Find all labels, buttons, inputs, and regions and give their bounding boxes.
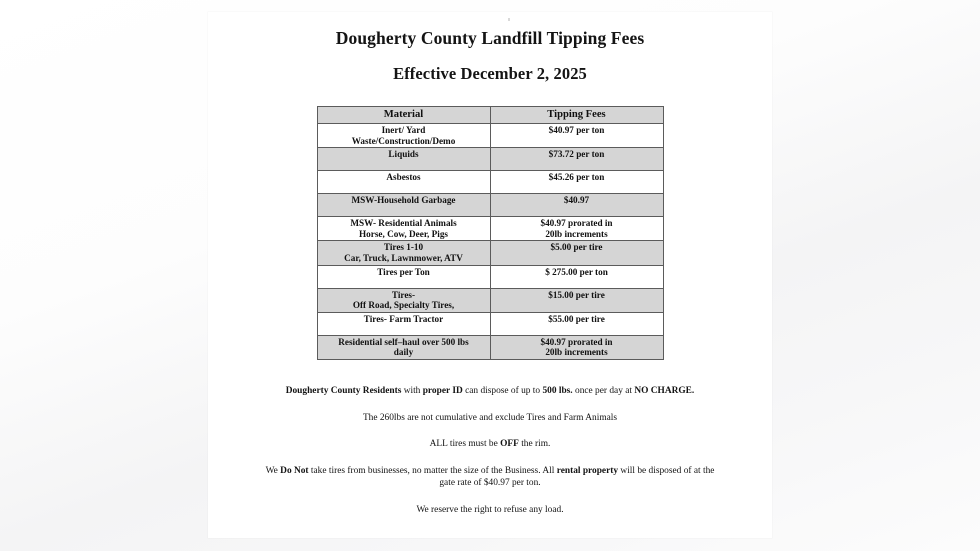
- cell-line: Off Road, Specialty Tires,: [352, 300, 455, 311]
- table-row: [317, 288, 663, 312]
- note-business-tires: [264, 465, 716, 490]
- cell-line: Tires-: [391, 289, 416, 300]
- note-4-part-a: We: [265, 465, 281, 476]
- note-refuse-load: We reserve the right to refuse any load.: [416, 504, 564, 515]
- cell-line: $40.97: [563, 195, 590, 206]
- notes-section: [264, 385, 716, 517]
- cell-tipping-fee: [490, 171, 663, 194]
- table-row: [317, 335, 663, 359]
- table-body: [317, 124, 663, 360]
- cell-material: [317, 148, 490, 171]
- cell-line: $73.72 per ton: [548, 149, 605, 160]
- tipping-fee-table: [317, 106, 664, 360]
- page-title: Dougherty County Landfill Tipping Fees: [335, 28, 645, 48]
- cell-material: [317, 194, 490, 217]
- cell-line: Tires 1-10: [383, 242, 424, 253]
- table-row: [317, 312, 663, 335]
- note-3-part-b: OFF: [500, 439, 519, 450]
- note-4-part-e: will be disposed of at the gate rate of $40.97 per ton.: [439, 465, 715, 489]
- table-row: [317, 241, 663, 265]
- cell-line: Inert/ Yard: [381, 125, 426, 135]
- note-4-part-b: Do Not: [280, 465, 309, 476]
- cell-line: MSW- Residential Animals: [350, 218, 457, 229]
- note-4-part-c: take tires from businesses, no matter the size of the Business. All: [308, 465, 557, 476]
- cell-line: MSW-Household Garbage: [351, 195, 456, 206]
- cell-material: [317, 265, 490, 288]
- cell-line: 20lb increments: [545, 228, 608, 239]
- cell-tipping-fee: [490, 194, 663, 217]
- cell-line: $5.00 per tire: [550, 242, 603, 253]
- table-row: [317, 171, 663, 194]
- cell-tipping-fee: [490, 241, 663, 265]
- note-cumulative: The 260lbs are not cumulative and exclude Tires and Farm Animals: [362, 412, 618, 423]
- note-1-part-d: can dispose of up to: [462, 385, 543, 396]
- cell-tipping-fee: [490, 217, 663, 241]
- cell-line: $40.97 prorated in: [540, 336, 613, 347]
- note-1-part-e: 500 lbs.: [542, 385, 573, 396]
- cell-line: $15.00 per tire: [548, 289, 605, 300]
- page-subtitle: Effective December 2, 2025: [393, 64, 587, 83]
- cell-line: 20lb increments: [545, 347, 608, 358]
- cell-line: Horse, Cow, Deer, Pigs: [359, 228, 448, 239]
- fee-table-container: [208, 106, 772, 360]
- cell-line: Tires- Farm Tractor: [363, 313, 444, 324]
- note-residents: [264, 385, 716, 398]
- cell-line: Liquids: [388, 149, 419, 160]
- cell-line: $40.97 per ton: [548, 125, 605, 135]
- note-1-part-c: proper ID: [422, 385, 463, 396]
- cell-line: $40.97 prorated in: [540, 218, 613, 229]
- note-1-part-f: once per day at: [572, 385, 635, 396]
- note-tires-off-rim: [264, 438, 716, 451]
- note-4-part-d: rental property: [556, 465, 619, 476]
- cell-tipping-fee: [490, 288, 663, 312]
- cell-line: daily: [393, 347, 414, 358]
- cell-line: $55.00 per tire: [548, 313, 605, 324]
- table-row: [317, 217, 663, 241]
- note-3-part-a: ALL tires must be: [429, 439, 501, 450]
- cell-material: [317, 288, 490, 312]
- cell-line: Car, Truck, Lawnmower, ATV: [344, 252, 463, 263]
- table-header: [317, 107, 663, 124]
- document-page: [208, 12, 772, 538]
- table-row: [317, 265, 663, 288]
- cell-material: [317, 241, 490, 265]
- note-1-part-b: with: [401, 385, 423, 396]
- cell-line: $45.26 per ton: [548, 172, 605, 183]
- cell-material: [317, 217, 490, 241]
- column-header-material: Material: [317, 107, 490, 124]
- cell-line: Asbestos: [386, 172, 421, 183]
- cell-tipping-fee: [490, 124, 663, 148]
- cell-line: Residential self–haul over 500 lbs: [338, 336, 469, 347]
- note-1-part-g: NO CHARGE.: [634, 385, 695, 396]
- cell-tipping-fee: [490, 312, 663, 335]
- cell-tipping-fee: [490, 265, 663, 288]
- cell-material: [317, 312, 490, 335]
- cell-tipping-fee: [490, 335, 663, 359]
- table-header-row: [317, 107, 663, 124]
- cell-material: [317, 335, 490, 359]
- cell-material: [317, 124, 490, 148]
- cell-material: [317, 171, 490, 194]
- cell-line: Tires per Ton: [377, 266, 430, 277]
- cell-line: $ 275.00 per ton: [545, 266, 608, 277]
- table-row: [317, 148, 663, 171]
- table-row: [317, 124, 663, 148]
- note-1-part-a: Dougherty County Residents: [285, 385, 402, 396]
- scan-speck: [508, 18, 510, 21]
- table-row: [317, 194, 663, 217]
- note-3-part-c: the rim.: [518, 439, 551, 450]
- cell-tipping-fee: [490, 148, 663, 171]
- column-header-tipping-fees: Tipping Fees: [490, 107, 663, 124]
- cell-line: Waste/Construction/Demo: [351, 135, 456, 146]
